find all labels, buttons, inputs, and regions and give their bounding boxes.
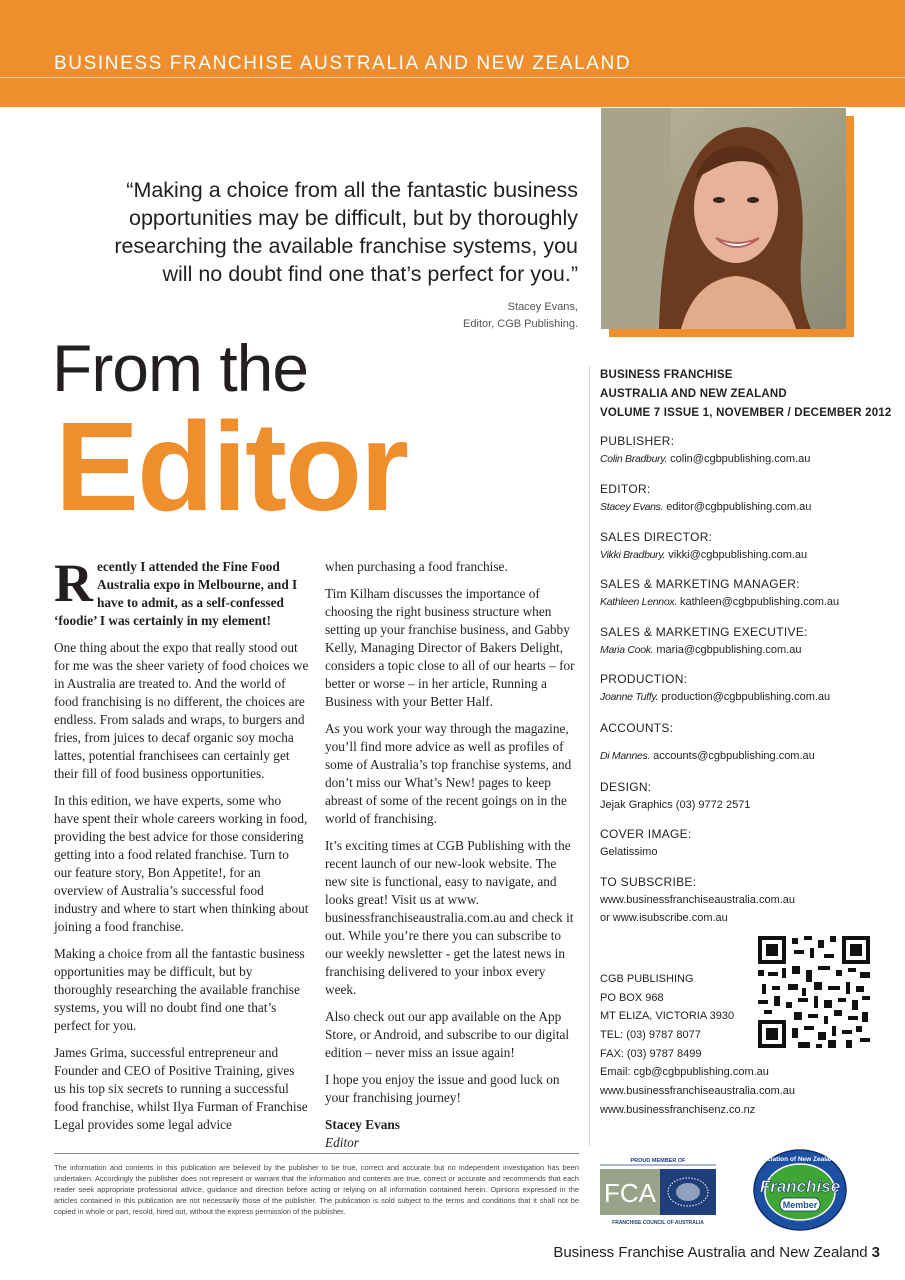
publisher-name: Colin Bradbury. [600, 453, 668, 465]
article-column-2 [325, 558, 580, 1161]
sm-manager-label: SALES & MARKETING MANAGER: [600, 577, 800, 591]
drop-cap: R [54, 553, 93, 613]
address-line: MT ELIZA, VICTORIA 3930 [600, 1010, 735, 1022]
design-value: Jejak Graphics (03) 9772 2571 [600, 799, 751, 811]
attribution-role: Editor, CGB Publishing. [463, 318, 578, 330]
editor-email[interactable]: editor@cgbpublishing.com.au [666, 501, 812, 513]
cover-label: COVER IMAGE: [600, 827, 692, 841]
publisher-email[interactable]: colin@cgbpublishing.com.au [670, 453, 811, 465]
address-line: PO BOX 968 [600, 992, 664, 1004]
subscribe-label: TO SUBSCRIBE: [600, 875, 697, 889]
signature-role: Editor [325, 1135, 359, 1150]
section-title-from: From the [52, 331, 309, 405]
sales-director-email[interactable]: vikki@cgbpublishing.com.au [668, 549, 808, 561]
column-divider [589, 366, 590, 1146]
pull-quote-line: opportunities may be difficult, but by thoroughly [129, 206, 578, 230]
sm-exec-contact [600, 644, 801, 656]
page-footer [500, 1244, 880, 1261]
sales-director-name: Vikki Bradbury. [600, 549, 666, 561]
subscribe-link[interactable]: www.businessfranchiseaustralia.com.au [600, 894, 796, 906]
sm-manager-contact [600, 596, 839, 608]
pull-quote-line: “Making a choice from all the fantastic business [126, 178, 578, 202]
pull-quote-line: will no doubt find one that’s perfect for you.” [162, 262, 578, 286]
sm-exec-email[interactable]: maria@cgbpublishing.com.au [656, 644, 802, 656]
body-paragraph: Tim Kilham discusses the importance of choosing the right business structure when setting up your franchise business, and Gabby Kelly, Managing Director of Bakers Delight, considers a topic close to all of our hearts – for better or worse – in her article, Running a Business with your Better Half. [325, 586, 575, 709]
header-rule [0, 77, 905, 78]
footer-publication: Business Franchise Australia and New Zealand [553, 1244, 868, 1261]
phone-line: TEL: (03) 9787 8077 [600, 1029, 701, 1041]
design-label: DESIGN: [600, 780, 652, 794]
fca-logo [598, 1155, 718, 1227]
production-email[interactable]: production@cgbpublishing.com.au [661, 691, 831, 703]
subscribe-link[interactable]: or www.isubscribe.com.au [600, 912, 728, 924]
address-line: CGB PUBLISHING [600, 973, 694, 985]
sales-director-contact [600, 549, 807, 561]
body-paragraph: In this edition, we have experts, some who have spent their whole careers working in food, providing the best advice for those considering getting into a food related franchise. Turn to our feature story, Bon Appetite!, for an overview of Australia’s successful food industry and where to start when thinking about joining a food franchise. [54, 793, 309, 934]
email-line[interactable]: Email: cgb@cgbpublishing.com.au [600, 1066, 769, 1078]
sm-exec-label: SALES & MARKETING EXECUTIVE: [600, 625, 808, 639]
franchise-association-badge [752, 1148, 848, 1232]
article-column-1 [54, 553, 309, 1143]
fca-top-text: PROUD MEMBER OF [630, 1158, 686, 1164]
website-link[interactable]: www.businessfranchisenz.co.nz [600, 1104, 756, 1116]
fax-line: FAX: (03) 9787 8499 [600, 1048, 702, 1060]
body-paragraph: It’s exciting times at CGB Publishing with the recent launch of our new-look website. The new site is functional, easy to navigate, and looks great! Visit us at www. businessfranchiseaustralia.com.au and check it out. While you’re there you can subscribe to our weekly newsletter - get the latest news in franchising delivered to your inbox every week. [325, 838, 574, 997]
production-contact [600, 691, 830, 703]
body-paragraph: Also check out our app available on the App Store, or Android, and subscribe to our digital edition – never miss an issue again! [325, 1009, 570, 1060]
disclaimer: The information and contents in this publication are believed by the publisher to be true, correct and accurate but no independent investigation has been undertaken. Accordingly the publisher does not represent or warrant that the information and contents are true, correct or accurate and recommends that each reader seek appropriate professional advice, guidance and direction before acting or relying on all information contained herein. Opinions expressed in the articles contained in this publication are not necessarily those of the publisher. The publication is sold subject to the terms and conditions that it shall not be copied in whole or part, resold, hired out, without the express permission of the publisher. [54, 1163, 579, 1216]
fca-mark: FCA [604, 1178, 656, 1208]
masthead-title: AUSTRALIA AND NEW ZEALAND [600, 388, 787, 400]
signature-name: Stacey Evans [325, 1117, 400, 1132]
body-paragraph: I hope you enjoy the issue and good luck on your franchising journey! [325, 1072, 560, 1105]
body-paragraph: when purchasing a food franchise. [325, 559, 508, 574]
badge-member-text: Member [782, 1200, 818, 1210]
qr-code [758, 936, 870, 1048]
sm-manager-email[interactable]: kathleen@cgbpublishing.com.au [680, 596, 840, 608]
attribution-name: Stacey Evans, [507, 301, 578, 313]
accounts-email[interactable]: accounts@cgbpublishing.com.au [653, 750, 815, 762]
magazine-title: BUSINESS FRANCHISE AUSTRALIA AND NEW ZEALAND [54, 53, 632, 74]
website-link[interactable]: www.businessfranchiseaustralia.com.au [600, 1085, 796, 1097]
masthead-issue: VOLUME 7 ISSUE 1, NOVEMBER / DECEMBER 2012 [600, 407, 892, 419]
body-paragraph: James Grima, successful entrepreneur and Founder and CEO of Positive Training, gives us his top six secrets to running a successful food franchise, whilst Ilya Furman of Franchise Legal provides some legal advice [54, 1045, 308, 1132]
production-name: Joanne Tuffy. [600, 691, 659, 703]
pull-quote-line: researching the available franchise systems, you [114, 234, 578, 258]
badge-ring-text: Association of New Zealand Inc [752, 1156, 848, 1163]
quote-attribution [380, 299, 578, 333]
sm-manager-name: Kathleen Lennox. [600, 596, 677, 608]
footer-rule [54, 1153, 579, 1154]
lead-paragraph [54, 553, 309, 630]
body-paragraph: Making a choice from all the fantastic business opportunities may be difficult, but by thoroughly researching the available franchise systems, you will no doubt find one that’s perfect for you. [54, 946, 305, 1033]
section-title-editor: Editor [55, 396, 407, 537]
accounts-name: Di Mannes. [600, 750, 651, 762]
body-paragraph: One thing about the expo that really stood out for me was the sheer variety of food choices we in Australia are treated to. And the world of food franchising is no different, the choices are endless. From salads and wraps, to burgers and fries, from juices to decaf organic soy mocha lattes, potential franchisees can certainly get their fill of food business opportunities. [54, 640, 309, 781]
page-number: 3 [871, 1244, 880, 1261]
masthead-title: BUSINESS FRANCHISE [600, 369, 733, 381]
pull-quote [110, 176, 578, 288]
production-label: PRODUCTION: [600, 672, 688, 686]
accounts-label: ACCOUNTS: [600, 721, 674, 735]
sm-exec-name: Maria Cook. [600, 644, 654, 656]
editor-photo [601, 108, 846, 329]
editor-contact [600, 501, 811, 513]
lead-text: ecently I attended the Fine Food Australia expo in Melbourne, and I have to admit, as a self-confessed ‘foodie’ I was certainly in my element! [54, 559, 298, 628]
publisher-contact [600, 453, 810, 465]
editor-name: Stacey Evans. [600, 501, 664, 513]
publisher-label: PUBLISHER: [600, 434, 675, 448]
cover-value: Gelatissimo [600, 846, 658, 858]
badge-franchise-word: Franchise [759, 1177, 841, 1196]
body-paragraph: As you work your way through the magazine, you’ll find more advice as well as profiles of some of Australia’s top franchise systems, and don’t miss our What’s New! pages to keep abreast of some of the recent goings on in the world of franchising. [325, 721, 572, 826]
fca-bottom-text: FRANCHISE COUNCIL OF AUSTRALIA [612, 1220, 704, 1226]
editor-label: EDITOR: [600, 482, 651, 496]
sales-director-label: SALES DIRECTOR: [600, 530, 713, 544]
accounts-contact [600, 750, 815, 762]
